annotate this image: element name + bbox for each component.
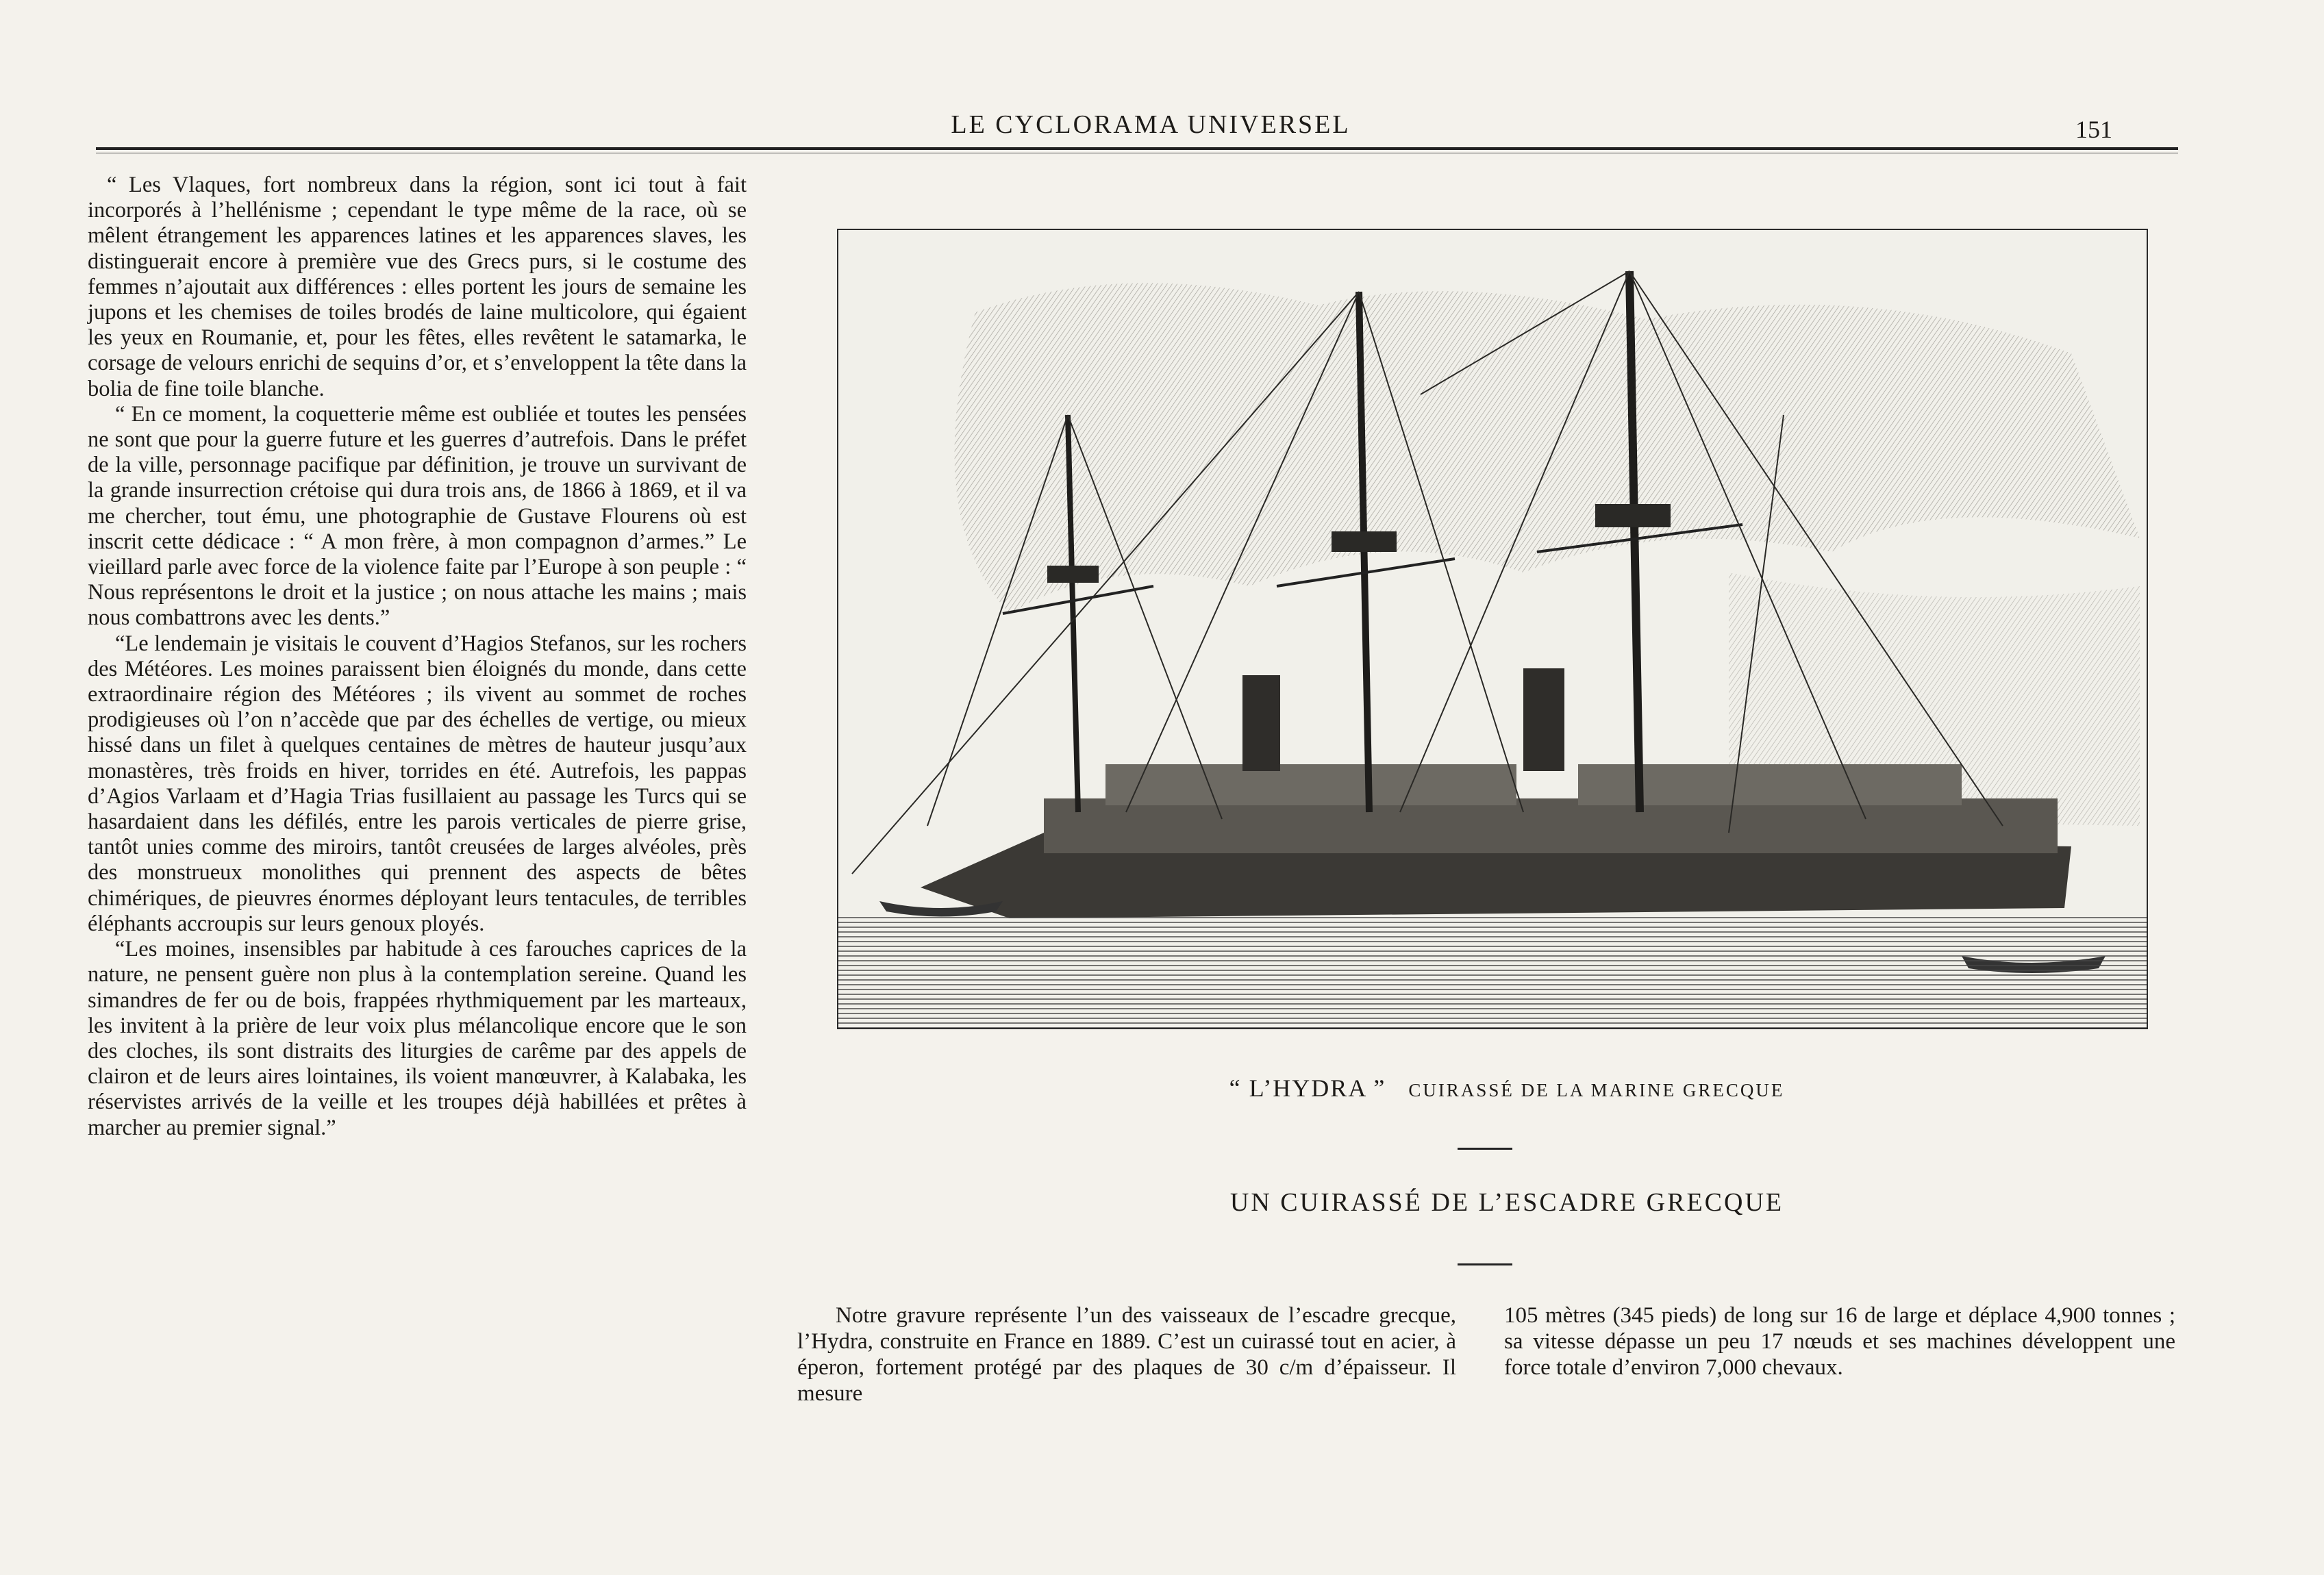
paragraph: “Le lendemain je visitais le couvent d’Hagios Stefanos, sur les rochers des Météores. Les moines paraissent bien éloignés du monde, dans cette extraordinaire région des Météores ; ils vivent au sommet de roches prodigieuses où l’on n’accède que par des échelles de vertige, ou mieux hissé dans un filet à quelques centaines de mètres de hauteur jusqu’aux monastères, très froids en hiver, torrides en été. Autrefois, les pappas d’Agios Varlaam et d’Hagia Trias fusillaient au passage les Turcs qui se hasardaient dans les défilés, entre les parois verticales de pierre grise, tantôt unies comme des miroirs, tantôt creusées de larges alvéoles, près des monstrueux monolithes qui prennent des aspects de bêtes chimériques, de pieuvres énormes déployant leurs tentacules, de terribles éléphants accroupis sur leurs genoux ployés.	[88, 631, 747, 936]
paragraph: “ Les Vlaques, fort nombreux dans la région, sont ici tout à fait incorporés à l’hellénisme ; cependant le type même de la race, où se mêlent étrangement les apparences latines et les apparences slaves, les distinguerait encore à première vue des Grecs purs, si le costume des femmes n’ajoutait aux différences : elles portent les jours de semaine les jupons et les chemises de toiles brodés de laine multicolore, qui égaient les yeux en Roumanie, et, pour les fêtes, elles revêtent le satamarka, le corsage de velours enrichi de sequins d’or, et s’enveloppent la tête dans la bolia de fine toile blanche.	[88, 173, 747, 401]
article-paragraph: 105 mètres (345 pieds) de long sur 16 de large et déplace 4,900 tonnes ; sa vitesse dépasse un peu 17 nœuds et ses machines développent une force totale d’environ 7,000 chevaux.	[1504, 1303, 2175, 1380]
section-title: UN CUIRASSÉ DE L’ESCADRE GRECQUE	[1229, 1188, 1784, 1217]
running-title: LE CYCLORAMA UNIVERSEL	[951, 110, 1351, 139]
figure-caption	[1069, 1074, 1945, 1102]
paragraph: “ En ce moment, la coquetterie même est oubliée et toutes les pensées ne sont que pour la guerre future et les guerres d’autrefois. Dans le préfet de la ville, personnage pacifique par définition, je trouve un survivant de la grande insurrection crétoise qui dura trois ans, de 1866 à 1869, et il va me chercher, tout ému, une photographie de Gustave Flourens où est inscrit cette dédicace : “ A mon frère, à mon compagnon d’armes.” Le vieillard parle avec force de la violence faite par l’Europe à son peuple : “ Nous représentons le droit et la justice ; on nous attache les mains ; mais nous combattrons avec les dents.”	[88, 401, 747, 631]
caption-ship-name: “ L’HYDRA ”	[1229, 1074, 1386, 1102]
divider	[1458, 1263, 1512, 1265]
ship-engraving	[837, 229, 2148, 1029]
ironclad-illustration	[838, 230, 2147, 1028]
article-column-1	[797, 1302, 1456, 1407]
page-number: 151	[2075, 116, 2112, 143]
paragraph: “Les moines, insensibles par habitude à ces farouches caprices de la nature, ne pensent guère non plus à la contemplation sereine. Quand les simandres de fer ou de bois, frappées rhythmiquement par les marteaux, les invitent à la prière de leur voix plus mélancolique encore que le son des cloches, ils sont distraits des liturgies de carême par des appels de clairon et de leurs aires lointaines, ils voient manœuvrer, à Kalabaka, les réservistes arrivés de la veille et les troupes déjà habillées et prêtes à marcher au premier signal.”	[88, 937, 747, 1140]
left-text-column	[88, 173, 747, 1141]
header-rule	[96, 147, 2178, 153]
article-column-2	[1504, 1302, 2175, 1381]
caption-description: CUIRASSÉ DE LA MARINE GRECQUE	[1408, 1080, 1785, 1100]
article-paragraph: Notre gravure représente l’un des vaisseaux de l’escadre grecque, l’Hydra, construite en France en 1889. C’est un cuirassé tout en acier, à éperon, fortement protégé par des plaques de 30 c/m d’épaisseur. Il mesure	[797, 1303, 1456, 1406]
divider	[1458, 1148, 1512, 1150]
